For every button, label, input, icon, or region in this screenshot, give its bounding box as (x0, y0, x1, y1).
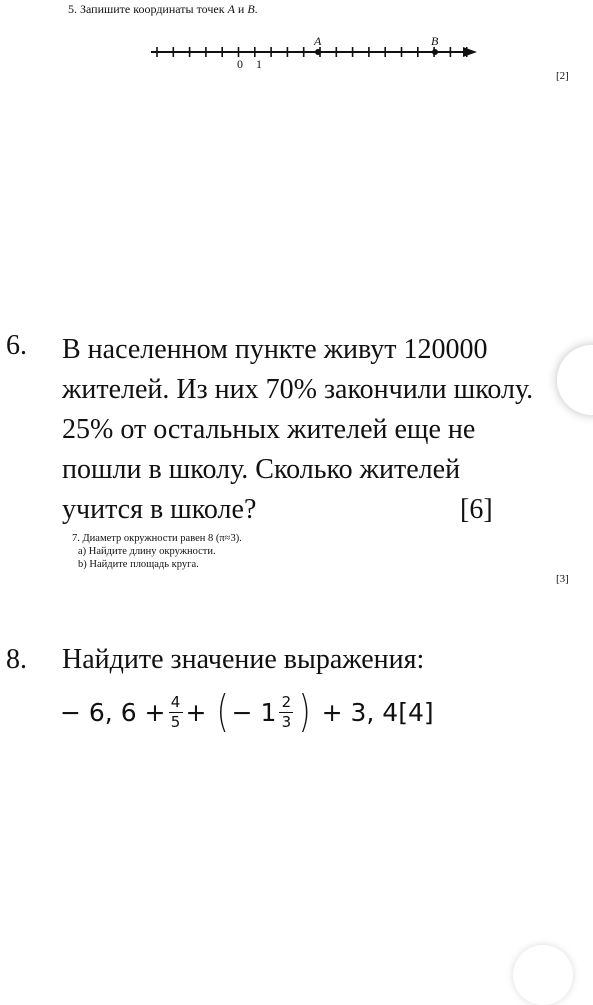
task8-expression (60, 684, 434, 740)
task6-number: 6. (6, 330, 27, 361)
expr-part-1: − 6, 6 + (60, 697, 166, 727)
task6-line: 25% от остальных жителей еще не (62, 414, 476, 445)
fraction-denominator: 3 (281, 712, 292, 731)
tick-label-zero: 0 (237, 57, 243, 71)
task6-line: В населенном пункте живут 120000 (62, 334, 488, 365)
task8-title: Найдите значение выражения: (62, 644, 425, 675)
task7-block (72, 532, 242, 571)
task7-score: [3] (556, 573, 569, 585)
task6-line: жителей. Из них 70% закончили школу. (62, 374, 534, 405)
task8-number: 8. (6, 644, 27, 675)
task5-title: 5. Запишите координаты точек A и B. (68, 2, 258, 16)
fraction-two-thirds (279, 692, 293, 731)
fraction-denominator: 5 (170, 712, 181, 731)
point-a-label: A (314, 34, 322, 48)
task6-line: учится в школе? (62, 494, 257, 525)
number-line-arrow (463, 47, 477, 57)
right-paren: ) (299, 686, 312, 737)
task5-score: [2] (556, 70, 569, 82)
task6-line: пошли в школу. Сколько жителей (62, 454, 461, 485)
task7-item-b: b) Найдите площадь круга. (78, 559, 199, 570)
expr-minus-one: − 1 (231, 697, 277, 727)
fraction-numerator: 4 (170, 692, 181, 711)
fraction-numerator: 2 (281, 692, 292, 711)
task7-title: 7. Диаметр окружности равен 8 (π≈3). (72, 533, 242, 544)
left-paren: ( (217, 686, 230, 737)
point-a-dot (315, 49, 321, 55)
task7-item-a: a) Найдите длину окружности. (78, 546, 216, 557)
expr-plus: + (185, 697, 207, 727)
task6-score: [6] (460, 494, 493, 525)
fraction-four-fifths (169, 692, 183, 731)
point-b-label: B (431, 34, 439, 48)
point-b-dot (432, 49, 438, 55)
tick-label-one: 1 (256, 57, 262, 71)
edge-overlay-circle-bottom[interactable] (513, 945, 573, 1005)
expr-part-2: + 3, 4[4] (321, 697, 434, 727)
number-line (145, 30, 485, 74)
edge-overlay-circle[interactable] (557, 345, 593, 415)
